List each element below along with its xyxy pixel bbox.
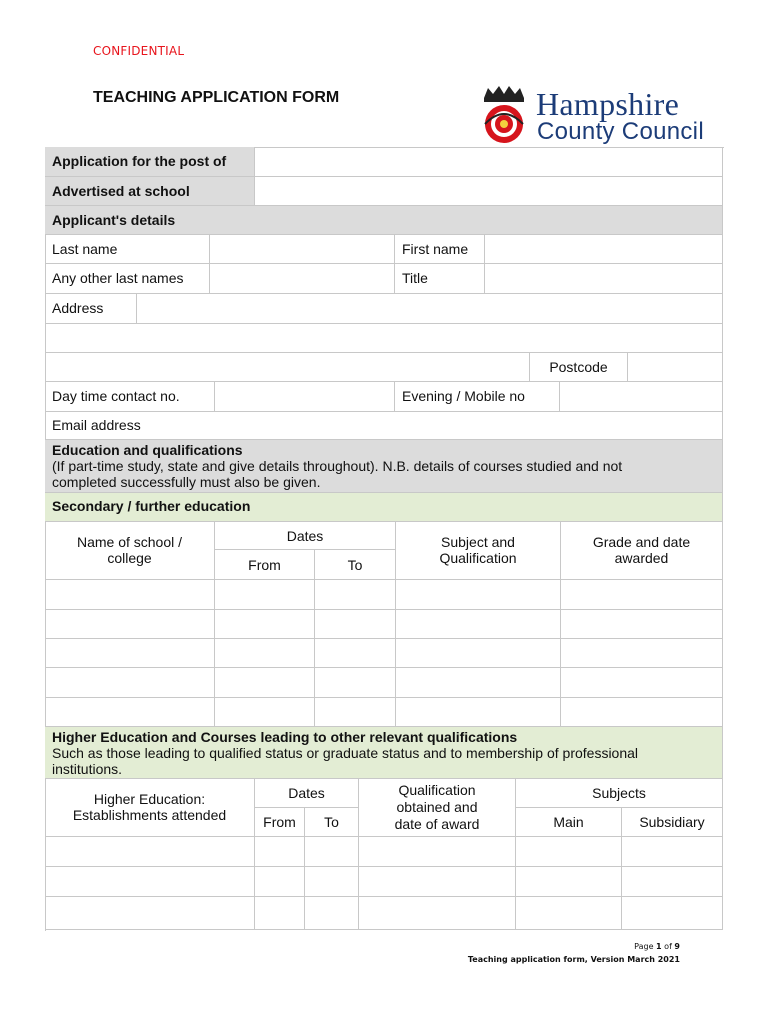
col-dates: Dates (215, 522, 396, 550)
col-grade (561, 522, 723, 580)
col-establishment (45, 779, 255, 837)
table-row-cell[interactable] (561, 610, 723, 639)
col-school-name-line-1: Name of school / (76, 534, 183, 550)
table-row-cell[interactable] (315, 698, 396, 727)
logo-name: Hampshire (536, 86, 680, 122)
higher-col-from: From (255, 808, 305, 837)
page-prefix: Page (634, 942, 657, 951)
col-qualification-line-3: date of award (394, 816, 480, 832)
table-row-cell[interactable] (315, 639, 396, 668)
school-label: Advertised at school (45, 177, 255, 206)
table-row-cell[interactable] (561, 698, 723, 727)
page-of: of (661, 942, 675, 951)
address-label: Address (45, 294, 137, 324)
higher-col-to: To (305, 808, 359, 837)
education-heading-block (45, 440, 723, 493)
table-row-cell[interactable] (215, 639, 315, 668)
first-name-label: First name (395, 235, 485, 264)
col-qualification (359, 779, 516, 837)
email-address-label: Email address (52, 417, 141, 433)
table-row-cell[interactable] (359, 837, 516, 867)
table-row-cell[interactable] (45, 837, 255, 867)
table-row-cell[interactable] (45, 610, 215, 639)
first-name-input[interactable] (485, 235, 723, 264)
table-row-cell[interactable] (305, 837, 359, 867)
higher-education-heading-block (45, 727, 723, 779)
table-row-cell[interactable] (315, 610, 396, 639)
table-row-cell[interactable] (516, 897, 622, 930)
col-establishment-line-1: Higher Education: (93, 791, 206, 807)
higher-education-note-line-1: Such as those leading to qualified status or graduate status and to membership of professional (52, 745, 639, 761)
table-row-cell[interactable] (215, 698, 315, 727)
col-grade-line-1: Grade and date (592, 534, 691, 550)
last-name-label: Last name (45, 235, 210, 264)
page-total: 9 (674, 942, 680, 951)
table-row-cell[interactable] (516, 867, 622, 897)
logo-subtitle: County Council (537, 118, 704, 145)
table-row-cell[interactable] (396, 698, 561, 727)
col-main: Main (516, 808, 622, 837)
table-row-cell[interactable] (305, 897, 359, 930)
col-subject (396, 522, 561, 580)
applicant-details-heading: Applicant's details (45, 206, 723, 235)
secondary-education-heading: Secondary / further education (45, 493, 723, 522)
col-subject-line-2: Qualification (439, 550, 517, 566)
table-row-cell[interactable] (396, 580, 561, 610)
table-row-cell[interactable] (45, 867, 255, 897)
table-row-cell[interactable] (516, 837, 622, 867)
page-current: 1 (656, 942, 662, 951)
table-row-cell[interactable] (396, 610, 561, 639)
daytime-contact-label: Day time contact no. (45, 382, 215, 412)
evening-mobile-input[interactable] (560, 382, 723, 412)
form-title: TEACHING APPLICATION FORM (93, 89, 340, 106)
col-qualification-line-1: Qualification (398, 782, 476, 798)
table-row-cell[interactable] (45, 698, 215, 727)
table-row-cell[interactable] (45, 580, 215, 610)
higher-education-heading: Higher Education and Courses leading to other relevant qualifications (52, 729, 518, 745)
col-school-name (45, 522, 215, 580)
table-row-cell[interactable] (45, 668, 215, 698)
table-row-cell[interactable] (255, 867, 305, 897)
table-row-cell[interactable] (561, 639, 723, 668)
table-row-cell[interactable] (215, 668, 315, 698)
address-input-line-1[interactable] (137, 294, 723, 324)
col-to: To (315, 550, 396, 580)
form-version: Teaching application form, Version March 2021 (467, 955, 680, 964)
council-crest-icon (474, 84, 534, 146)
table-row-cell[interactable] (315, 668, 396, 698)
col-establishment-line-2: Establishments attended (72, 807, 227, 823)
confidential-label: CONFIDENTIAL (93, 44, 185, 58)
school-input[interactable] (255, 177, 723, 206)
address-input-line-3[interactable] (45, 353, 530, 382)
table-row-cell[interactable] (396, 639, 561, 668)
postcode-input[interactable] (628, 353, 723, 382)
other-last-names-label: Any other last names (45, 264, 210, 294)
education-note-line-1: (If part-time study, state and give details throughout). N.B. details of courses studied and not (52, 458, 623, 474)
col-grade-line-2: awarded (614, 550, 669, 566)
table-row-cell[interactable] (305, 867, 359, 897)
daytime-contact-input[interactable] (215, 382, 395, 412)
table-row-cell[interactable] (45, 639, 215, 668)
table-row-cell[interactable] (561, 580, 723, 610)
table-row-cell[interactable] (315, 580, 396, 610)
table-row-cell[interactable] (396, 668, 561, 698)
col-subsidiary: Subsidiary (622, 808, 723, 837)
table-row-cell[interactable] (215, 580, 315, 610)
col-subjects: Subjects (516, 779, 723, 808)
title-label: Title (395, 264, 485, 294)
last-name-input[interactable] (210, 235, 395, 264)
post-input[interactable] (255, 147, 723, 177)
col-from: From (215, 550, 315, 580)
application-form (45, 147, 723, 930)
post-label: Application for the post of (45, 147, 255, 177)
education-heading: Education and qualifications (52, 442, 243, 458)
table-row-cell[interactable] (622, 837, 723, 867)
table-row-cell[interactable] (359, 897, 516, 930)
table-row-cell[interactable] (622, 867, 723, 897)
other-last-names-input[interactable] (210, 264, 395, 294)
education-note-line-2: completed successfully must also be given. (52, 474, 321, 490)
title-input[interactable] (485, 264, 723, 294)
address-input-line-2[interactable] (45, 324, 723, 353)
higher-education-note-line-2: institutions. (52, 761, 123, 777)
page-number (0, 942, 680, 951)
table-row-cell[interactable] (561, 668, 723, 698)
evening-mobile-label: Evening / Mobile no (395, 382, 560, 412)
postcode-label: Postcode (530, 353, 628, 382)
email-address-field[interactable] (45, 412, 723, 440)
col-qualification-line-2: obtained and (396, 799, 478, 815)
higher-col-dates: Dates (255, 779, 359, 808)
col-subject-line-1: Subject and (441, 534, 515, 550)
table-row-cell[interactable] (215, 610, 315, 639)
col-school-name-line-2: college (107, 550, 152, 566)
table-row-cell[interactable] (359, 867, 516, 897)
table-row-cell[interactable] (255, 897, 305, 930)
table-row-cell[interactable] (45, 897, 255, 930)
table-row-cell[interactable] (622, 897, 723, 930)
table-row-cell[interactable] (255, 837, 305, 867)
